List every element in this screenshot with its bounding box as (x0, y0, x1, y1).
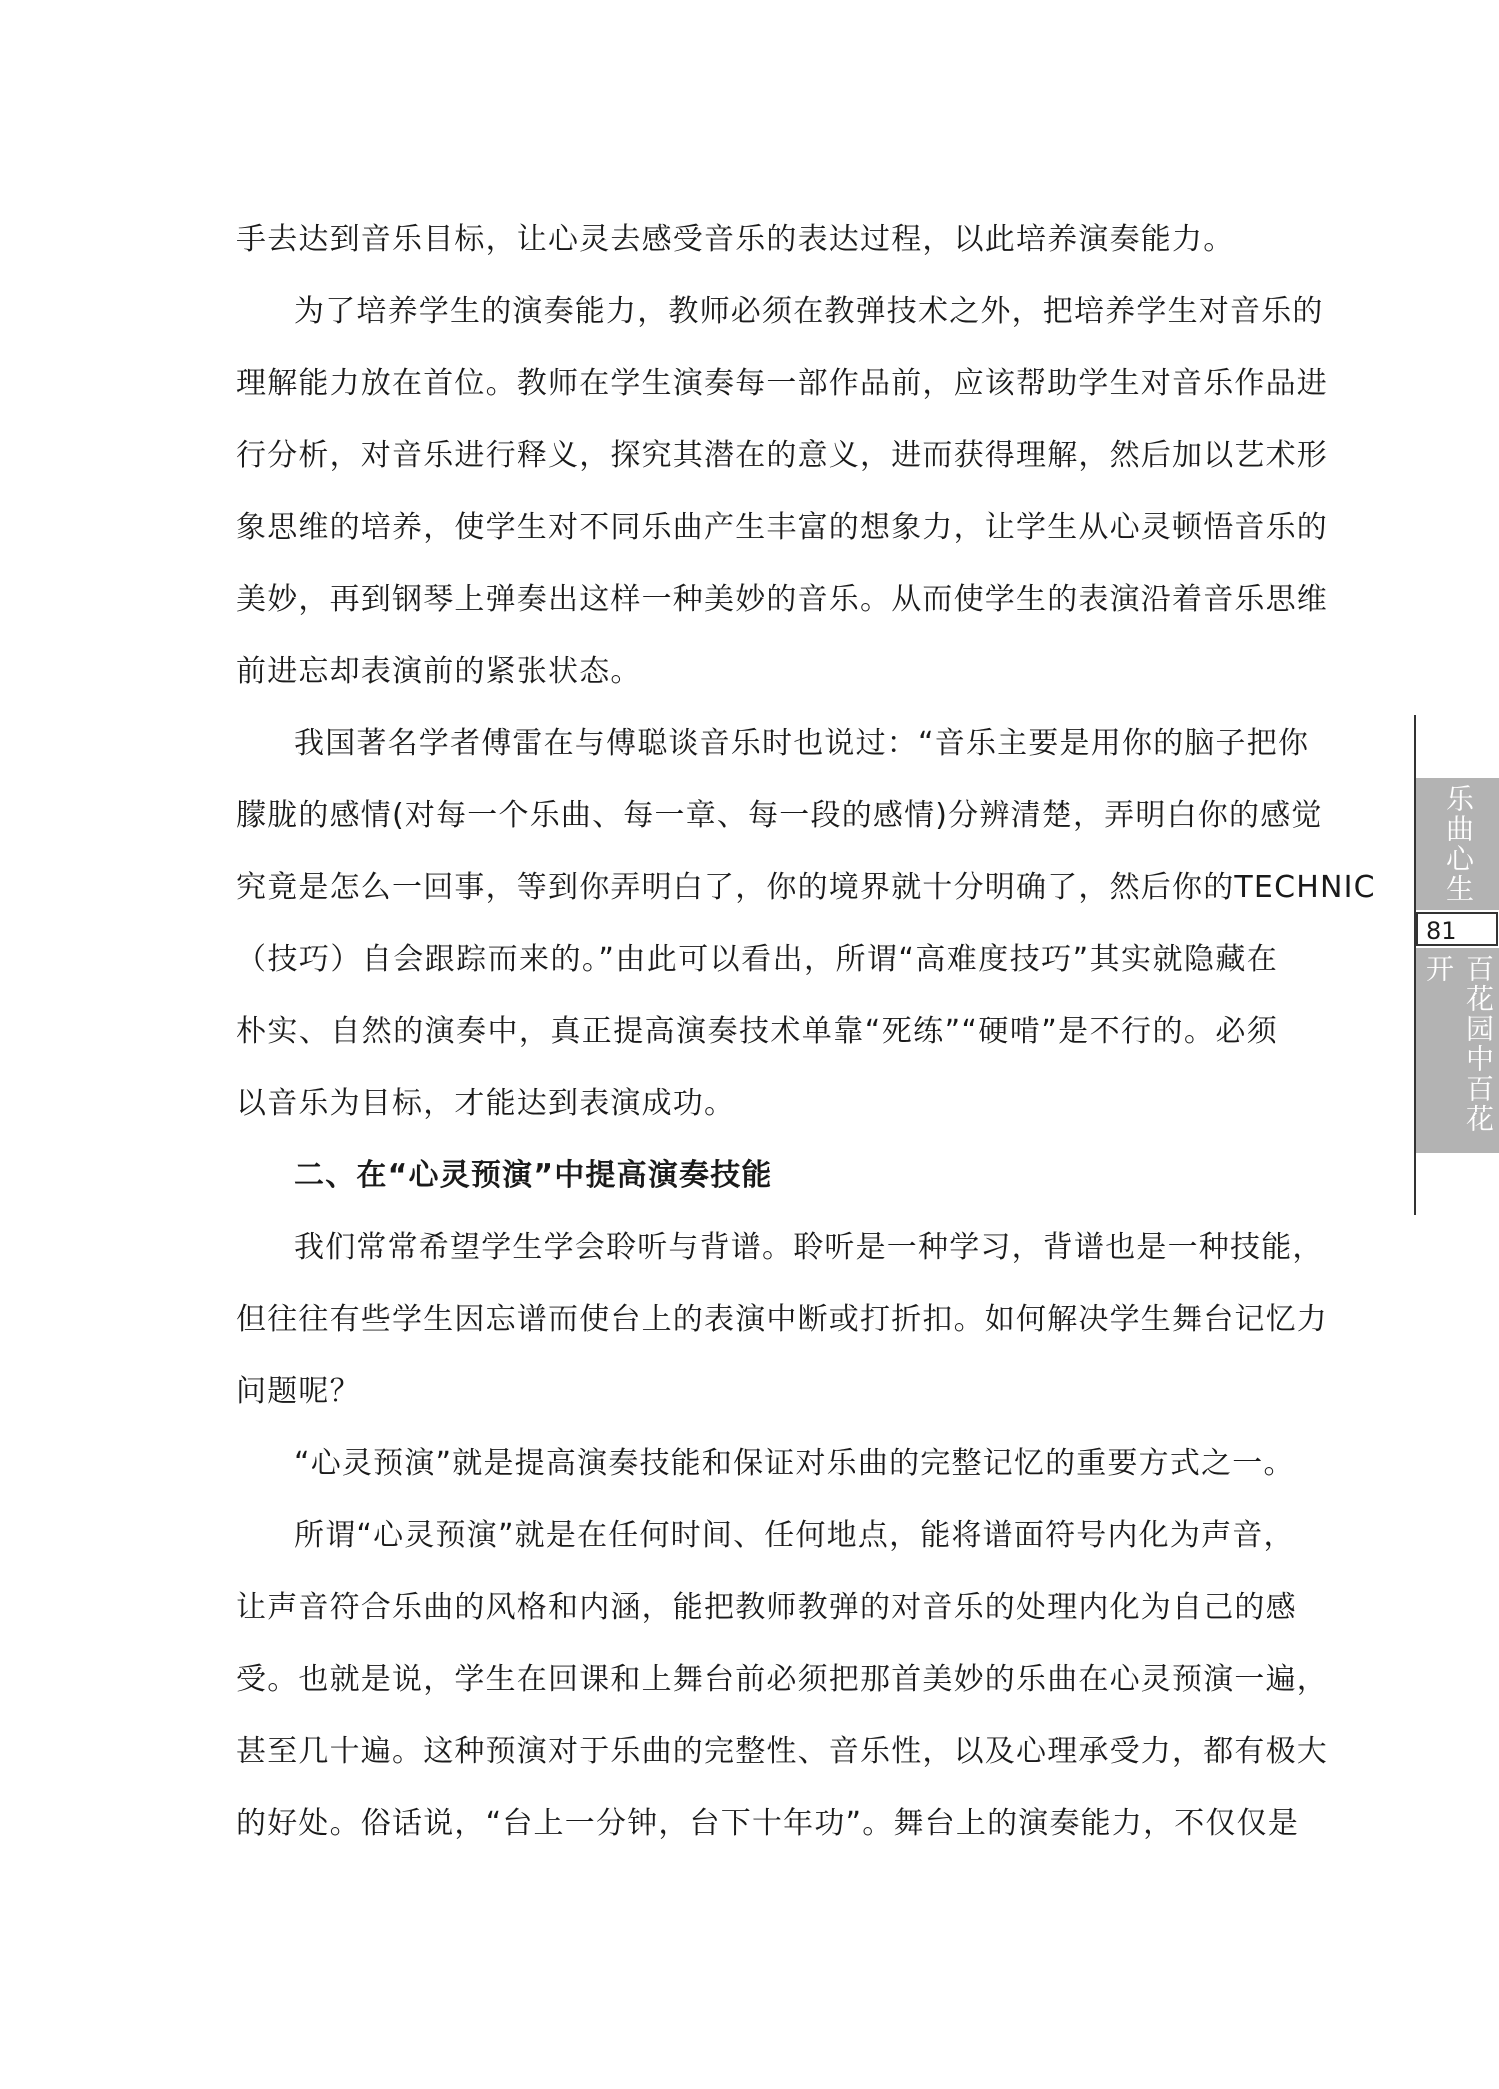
text-line: 究竟是怎么一回事，等到你弄明白了，你的境界就十分明确了，然后你的TECHNIC (236, 870, 1376, 905)
text-line: （技巧）自会跟踪而来的。”由此可以看出，所谓“高难度技巧”其实就隐藏在 (236, 942, 1278, 977)
text-line: 手去达到音乐目标，让心灵去感受音乐的表达过程，以此培养演奏能力。 (236, 222, 1235, 257)
paragraph-start-line: 我们常常希望学生学会聆听与背谱。聆听是一种学习，背谱也是一种技能， (294, 1230, 1324, 1265)
text-line: 的好处。俗话说，“台上一分钟，台下十年功”。舞台上的演奏能力，不仅仅是 (236, 1806, 1300, 1841)
text-line: 美妙，再到钢琴上弹奏出这样一种美妙的音乐。从而使学生的表演沿着音乐思维 (236, 582, 1328, 617)
text-line: 朦胧的感情(对每一个乐曲、每一章、每一段的感情)分辨清楚，弄明白你的感觉 (236, 798, 1323, 833)
section-heading: 二、在“心灵预演”中提高演奏技能 (294, 1158, 773, 1193)
sidebar-bottom-label: 百花园中百花开 (1422, 954, 1495, 1134)
text-line: 受。也就是说，学生在回课和上舞台前必须把那首美妙的乐曲在心灵预演一遍， (236, 1662, 1328, 1697)
paragraph-start-line: 我国著名学者傅雷在与傅聪谈音乐时也说过：“音乐主要是用你的脑子把你 (294, 726, 1310, 761)
text-line: 甚至几十遍。这种预演对于乐曲的完整性、音乐性，以及心理承受力，都有极大 (236, 1734, 1328, 1769)
text-line: 但往往有些学生因忘谱而使台上的表演中断或打折扣。如何解决学生舞台记忆力 (236, 1302, 1328, 1337)
text-line: 前进忘却表演前的紧张状态。 (236, 654, 642, 689)
paragraph-start-line: 为了培养学生的演奏能力，教师必须在教弹技术之外，把培养学生对音乐的 (294, 294, 1324, 329)
text-line: 问题呢？ (236, 1374, 361, 1409)
page-number: 81 (1416, 912, 1498, 946)
text-line: 朴实、自然的演奏中，真正提高演奏技术单靠“死练”“硬啃”是不行的。必须 (236, 1014, 1278, 1049)
text-line: 让声音符合乐曲的风格和内涵，能把教师教弹的对音乐的处理内化为自己的感 (236, 1590, 1297, 1625)
sidebar-tab-top (1416, 778, 1499, 910)
text-line: 理解能力放在首位。教师在学生演奏每一部作品前，应该帮助学生对音乐作品进 (236, 366, 1328, 401)
sidebar-tab-bottom (1416, 948, 1499, 1153)
text-line: 以音乐为目标，才能达到表演成功。 (236, 1086, 736, 1121)
text-line: 行分析，对音乐进行释义，探究其潜在的意义，进而获得理解，然后加以艺术形 (236, 438, 1328, 473)
sidebar-top-label: 乐曲心生 (1442, 784, 1475, 904)
paragraph-start-line: 所谓“心灵预演”就是在任何时间、任何地点，能将谱面符号内化为声音， (294, 1518, 1295, 1553)
paragraph-start-line: “心灵预演”就是提高演奏技能和保证对乐曲的完整记忆的重要方式之一。 (294, 1446, 1295, 1481)
text-line: 象思维的培养，使学生对不同乐曲产生丰富的想象力，让学生从心灵顿悟音乐的 (236, 510, 1328, 545)
